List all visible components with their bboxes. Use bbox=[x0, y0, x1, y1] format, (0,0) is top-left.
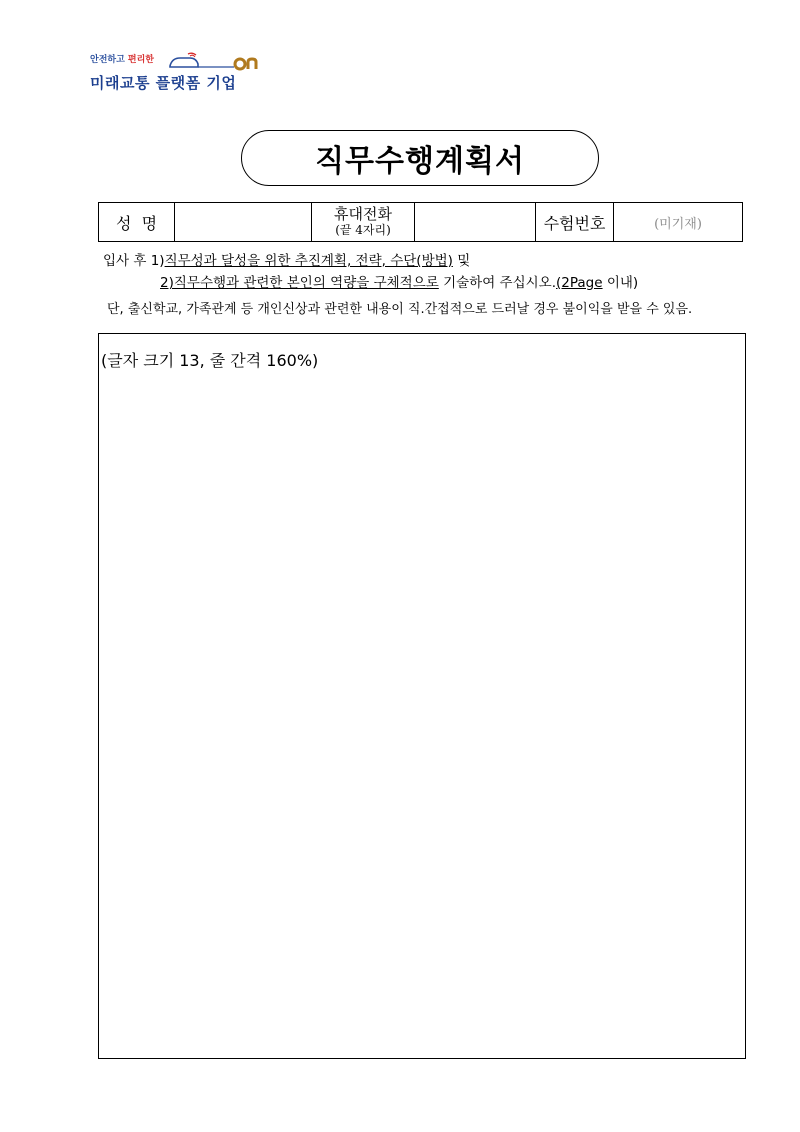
instruction-2-underlined: 2)직무수행과 관련한 본인의 역량을 구체적으로 bbox=[160, 275, 439, 291]
exam-number-value: (미기재) bbox=[654, 216, 702, 232]
plan-content-area[interactable] bbox=[98, 333, 746, 1059]
instruction-1-suffix: 및 bbox=[452, 253, 471, 269]
name-field[interactable] bbox=[175, 203, 312, 242]
table-row bbox=[99, 203, 743, 242]
instruction-line-2 bbox=[160, 274, 638, 292]
applicant-info-table bbox=[98, 202, 743, 242]
instruction-2-page-limit: (2Page bbox=[556, 275, 603, 291]
instruction-1-prefix: 입사 후 1) bbox=[103, 253, 165, 269]
logo-company-name: 미래교통 플랫폼 기업 bbox=[90, 74, 237, 92]
logo-tagline-part1: 안전하고 bbox=[90, 55, 128, 65]
name-label: 성 명 bbox=[99, 203, 175, 242]
instruction-2-suffix: 이내) bbox=[602, 275, 639, 291]
logo-tagline-part2: 편리한 bbox=[127, 55, 155, 65]
phone-label-sub: (끝 4자리) bbox=[335, 223, 391, 237]
car-icon bbox=[168, 52, 258, 72]
phone-field[interactable] bbox=[415, 203, 536, 242]
format-note: (글자 크기 13, 줄 간격 160%) bbox=[101, 351, 319, 370]
instruction-1-underlined: 직무성과 달성을 위한 추진계획, 전략, 수단(방법) bbox=[164, 253, 453, 269]
exam-number-label: 수험번호 bbox=[536, 203, 614, 242]
page-title: 직무수행계획서 bbox=[315, 144, 525, 179]
title-frame bbox=[241, 130, 599, 186]
logo-tagline bbox=[90, 52, 154, 65]
instruction-line-1 bbox=[103, 252, 470, 270]
exam-number-field[interactable] bbox=[614, 203, 743, 242]
instruction-2-middle: 기술하여 주십시오. bbox=[438, 275, 557, 291]
instruction-line-3: 단, 출신학교, 가족관계 등 개인신상과 관련한 내용이 직.간접적으로 드러날 경우 불이익을 받을 수 있음. bbox=[107, 302, 693, 317]
phone-label bbox=[312, 203, 415, 242]
company-logo bbox=[90, 52, 260, 94]
phone-label-main: 휴대전화 bbox=[334, 205, 392, 223]
